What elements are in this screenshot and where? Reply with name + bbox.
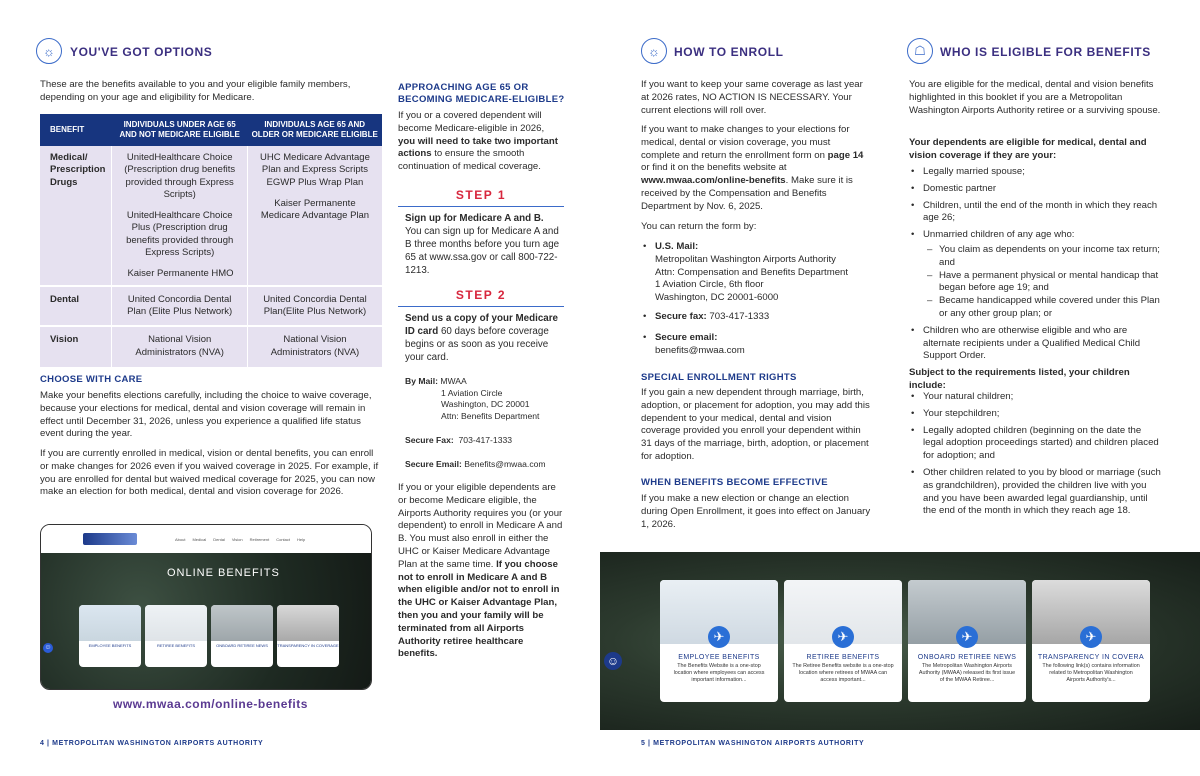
fax-label: Secure fax:: [655, 310, 707, 322]
mail-line: MWAA: [440, 376, 467, 386]
mini-card[interactable]: [211, 605, 273, 667]
step-2-label: STEP 2: [455, 288, 507, 302]
choose-paragraph-1: Make your benefits elections carefully, including the choice to waive coverage, because your elections for medical, dental and vision coverage will remain in effect until December 31, 2026, unless you experience a qualified life status event during the year.: [40, 390, 372, 440]
website-url[interactable]: www.mwaa.com/online-benefits: [113, 697, 308, 711]
email-label: Secure email:: [655, 331, 718, 343]
table-row: [40, 326, 382, 368]
benefit-card[interactable]: [1032, 580, 1150, 702]
row-label: Vision: [40, 326, 112, 368]
text-span: . Make sure it is received by the Compensation and Benefits Department by Nov. 6, 2025.: [641, 175, 853, 212]
list-item: • Children, until the end of the month in which they reach age 26;: [909, 200, 1161, 226]
age65-heading: APPROACHING AGE 65 OR BECOMING MEDICARE-ELIGIBLE?: [398, 82, 565, 105]
table-cell: [247, 146, 382, 286]
list-item: – You claim as dependents on your income tax return; and: [923, 244, 1161, 270]
text-span: If you or a covered dependent will become Medicare-eligible in 2026,: [398, 110, 545, 134]
options-intro: These are the benefits available to you and your eligible family members, depending on your age and eligibility for Medicare.: [40, 79, 351, 103]
email-block: [405, 458, 546, 471]
text-span: you will need to take two important actions: [398, 135, 558, 160]
lightbulb-icon: ☼: [36, 38, 62, 64]
table-header: INDIVIDUALS UNDER AGE 65 AND NOT MEDICARE ELIGIBLE: [112, 114, 247, 146]
text-span: page 14: [827, 149, 864, 161]
left-footer: 4 | METROPOLITAN WASHINGTON AIRPORTS AUTHORITY: [40, 740, 264, 747]
card-title: RETIREE BENEFITS: [806, 654, 880, 661]
list-item: [909, 229, 1161, 321]
divider: [398, 206, 564, 207]
list-item: [641, 332, 876, 358]
choose-heading: CHOOSE WITH CARE: [40, 374, 143, 385]
text-span: If you or your eligible dependents are or become Medicare eligible, the Airports Authority requires you (or your dependent) to enroll in Medicare A and B. You must also enroll in either the UHC or Kaiser Medicare Advantage Plan at the same time.: [398, 482, 563, 570]
plan-name: UnitedHealthcare Choice (Prescription drug benefits provided through Express Scripts): [124, 152, 236, 200]
benefit-card[interactable]: [784, 580, 902, 702]
plan-name: UHC Medicare Advantage Plan and Express Scripts EGWP Plus Wrap Plan: [260, 152, 370, 188]
plan-name: Kaiser Permanente Medicare Advantage Plan: [260, 197, 370, 222]
nav-link[interactable]: Dental: [213, 536, 225, 542]
effective-paragraph: If you make a new election or change an election during Open Enrollment, it goes into effect on January 1, 2026.: [641, 493, 871, 530]
children-list: [909, 391, 1161, 522]
nav-link[interactable]: Vision: [231, 536, 243, 542]
card-text: The Metropolitan Washington Airports Authority (MWAA) released its first issue of the MWAA Retiree...: [918, 663, 1016, 683]
table-row: [40, 286, 382, 327]
table-cell: United Concordia Dental Plan (Elite Plus Network): [112, 286, 247, 327]
mini-card[interactable]: [145, 605, 207, 667]
table-header: BENEFIT: [40, 114, 112, 146]
benefit-card[interactable]: [908, 580, 1026, 702]
mail-label: U.S. Mail:: [655, 241, 699, 252]
mail-line: Attn: Compensation and Benefits Department: [655, 266, 849, 278]
effective-heading: WHEN BENEFITS BECOME EFFECTIVE: [641, 477, 828, 488]
mail-line: 1 Aviation Circle, 6th floor: [655, 279, 764, 291]
special-paragraph: If you gain a new dependent through marriage, birth, adoption, or placement for adoption, you may add this dependent to your medical, dental and vision coverage provided you enroll your dependent within 31 days of the marriage, birth, adoption, or placement for adoption.: [641, 387, 870, 462]
divider: [398, 306, 564, 307]
mini-card-title: ONBOARD RETIREE NEWS: [216, 643, 268, 648]
lightbulb-icon: ☼: [641, 38, 667, 64]
text-span: You can sign up for Medicare A and B three months before you turn age 65 at www.ssa.gov or call 800-722-1213.: [405, 226, 560, 276]
dependents-list: [909, 166, 1161, 367]
mini-card[interactable]: [277, 605, 339, 667]
list-item: – Became handicapped while covered under this Plan or any other group plan; or: [923, 295, 1161, 321]
age65-paragraph: [398, 110, 563, 174]
benefits-link[interactable]: www.mwaa.com/online-benefits: [641, 175, 786, 187]
accessibility-icon[interactable]: ☺: [44, 644, 52, 651]
return-intro: You can return the form by:: [641, 221, 757, 232]
text-span: Sign up for Medicare A and B.: [405, 213, 544, 224]
table-cell: [112, 146, 247, 286]
enroll-heading: HOW TO ENROLL: [674, 45, 784, 59]
fax-block: [405, 434, 512, 447]
step-1-text: [405, 212, 563, 277]
mini-card-title: TRANSPARENCY IN COVERAGE: [277, 643, 339, 648]
list-item: • Your natural children;: [909, 391, 1161, 404]
table-cell: National Vision Administrators (NVA): [247, 326, 382, 368]
fax-label: Secure Fax:: [405, 435, 454, 445]
accessibility-icon[interactable]: ☺: [604, 652, 622, 670]
card-text: The Retiree Benefits website is a one-stop location where retirees of MWAA can access important...: [792, 663, 894, 683]
card-text: The following link(s) contains information related to Metropolitan Washington Airports Authority's...: [1042, 663, 1140, 683]
table-cell: United Concordia Dental Plan(Elite Plus Network): [247, 286, 382, 327]
email-address[interactable]: benefits@mwaa.com: [655, 344, 745, 356]
medicare-requirement: [398, 482, 564, 661]
banner-title: ONLINE BENEFITS: [167, 567, 280, 579]
nav-link[interactable]: Medical: [192, 536, 207, 542]
card-title: ONBOARD RETIREE NEWS: [917, 654, 1017, 661]
mail-line: Metropolitan Washington Airports Authority: [655, 253, 836, 265]
eligible-paragraph: You are eligible for the medical, dental and vision benefits highlighted in this booklet if you are a Metropolitan Washington Airports Authority retiree or a surviving spouse.: [909, 79, 1161, 116]
fax-number: 703-417-1333: [458, 435, 513, 445]
nav-link[interactable]: Contact: [276, 536, 290, 542]
text-span: If you choose not to enroll in Medicare A and B when eligible and/or not to enroll in the UHC or Kaiser Advantage Plan, then you and your family will be terminated from all Airports Authority retiree healthcare benefits.: [398, 558, 560, 660]
mail-label: By Mail:: [405, 376, 438, 386]
dependents-heading: Your dependents are eligible for medical, dental and vision coverage if they are your:: [909, 137, 1147, 161]
choose-paragraph-2: If you are currently enrolled in medical, vision or dental benefits, you can enroll or make changes for 2026 even if you waived coverage in 2025. For example, if you are enrolled for dental but waived medical coverage for 2025, you can now make an election for both medical, dental and vision coverage for 2026.: [40, 448, 379, 498]
nav-link[interactable]: Retirement: [249, 536, 270, 542]
mini-card[interactable]: [79, 605, 141, 667]
list-item: • Legally adopted children (beginning on the date the legal adoption proceedings started) and children placed for adoption; and: [909, 425, 1161, 463]
step-2-text: [405, 312, 563, 364]
list-item: • Other children related to you by blood or marriage (such as grandchildren), provided the children live with you and you have been awarded legal guardianship, until the end of the month in which they reach age 18.: [909, 467, 1161, 518]
benefits-table: [40, 114, 382, 369]
text-span: to ensure the smooth continuation of medical coverage.: [398, 148, 541, 173]
plane-icon: ✈: [956, 626, 978, 648]
list-item: – Have a permanent physical or mental handicap that began before age 19; and: [923, 270, 1161, 296]
mini-card-title: RETIREE BENEFITS: [156, 643, 195, 648]
row-label: Dental: [40, 286, 112, 327]
fax-number: 703-417-1333: [709, 310, 770, 322]
list-item: • Your stepchildren;: [909, 408, 1161, 421]
plane-icon: ✈: [832, 626, 854, 648]
text-span: Send us a copy of your Medicare ID card: [405, 313, 558, 337]
email-label: Secure Email:: [405, 459, 462, 469]
eligible-heading: WHO IS ELIGIBLE FOR BENEFITS: [940, 45, 1151, 59]
table-header: INDIVIDUALS AGE 65 AND OLDER OR MEDICARE ELIGIBLE: [247, 114, 382, 146]
text-span: Unmarried children of any age who:: [923, 229, 1075, 241]
mini-card-title: EMPLOYEE BENEFITS: [88, 643, 132, 648]
nav-link[interactable]: Help: [297, 536, 306, 542]
sub-list: [923, 244, 1161, 321]
email-address[interactable]: Benefits@mwaa.com: [464, 459, 546, 469]
nav-link[interactable]: About: [175, 536, 186, 542]
benefit-card[interactable]: [660, 580, 778, 702]
list-item: [641, 241, 876, 305]
step-1-label: STEP 1: [455, 188, 507, 202]
text-span: If you want to make changes to your elections for medical, dental or vision coverage, you must complete and return the enrollment form on: [641, 124, 850, 161]
card-text: The Benefits Website is a one-stop location where employees can access important information...: [673, 663, 765, 683]
list-item: [641, 311, 876, 324]
plan-name: UnitedHealthcare Choice Plus (Prescription drug benefits provided through Express Scripts): [126, 210, 234, 259]
website-hero: [600, 552, 1200, 730]
enroll-paragraph-1: If you want to keep your same coverage as last year at 2026 rates, NO ACTION IS NECESSARY. Your current elections will roll over.: [641, 79, 863, 116]
right-footer: 5 | METROPOLITAN WASHINGTON AIRPORTS AUTHORITY: [641, 740, 865, 747]
mail-line: Washington, DC 20001-6000: [655, 292, 779, 304]
card-title: TRANSPARENCY IN COVERA: [1037, 654, 1145, 661]
enroll-paragraph-2: [641, 124, 871, 214]
list-item: • Children who are otherwise eligible and who are alternate recipients under a Qualified Medical Child Support Order.: [909, 325, 1161, 363]
mail-line: Washington, DC 20001: [441, 399, 530, 409]
mail-line: 1 Aviation Circle: [441, 387, 503, 398]
plane-icon: ✈: [1080, 626, 1102, 648]
row-label: Medical/ Prescription Drugs: [40, 146, 112, 286]
plane-icon: ✈: [708, 626, 730, 648]
subject-heading: Subject to the requirements listed, your children include:: [909, 367, 1130, 391]
text-span: or find it on the benefits website at: [641, 162, 787, 174]
plan-name: Kaiser Permanente HMO: [127, 268, 234, 280]
card-title: EMPLOYEE BENEFITS: [678, 654, 760, 661]
list-item: • Legally married spouse;: [909, 166, 1161, 179]
return-methods: [641, 241, 876, 361]
list-item: • Domestic partner: [909, 183, 1161, 196]
building-icon: ☖: [907, 38, 933, 64]
text-span: 60 days before coverage begins or as soon as you receive your card.: [405, 326, 549, 363]
mwaa-logo: [83, 533, 137, 545]
table-cell: National Vision Administrators (NVA): [112, 326, 247, 368]
options-heading: YOU'VE GOT OPTIONS: [70, 45, 213, 59]
special-heading: SPECIAL ENROLLMENT RIGHTS: [641, 372, 797, 383]
table-row: [40, 146, 382, 286]
mail-line: Attn: Benefits Department: [441, 410, 540, 421]
mail-block: [405, 376, 565, 422]
website-screenshot: [40, 524, 372, 690]
